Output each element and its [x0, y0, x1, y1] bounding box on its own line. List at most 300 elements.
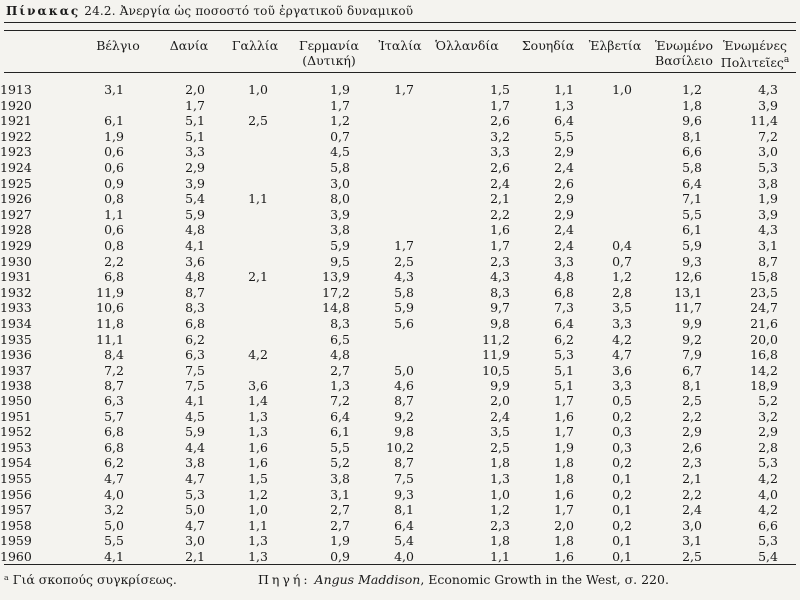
value-cell: 2,9 [185, 159, 205, 175]
value-cell: 6,7 [682, 362, 702, 378]
table-row [0, 502, 778, 518]
value-cell: 0,7 [612, 253, 632, 269]
value-cell: 2,4 [554, 237, 574, 253]
value-cell: 9,3 [394, 486, 414, 502]
value-cell: 8,7 [394, 455, 414, 471]
year-cell: 1928 [0, 222, 32, 238]
value-cell: 1,1 [104, 206, 124, 222]
value-cell: 8,1 [682, 128, 702, 144]
year-cell: 1932 [0, 284, 32, 300]
value-cell: 3,9 [330, 206, 350, 222]
value-cell: 5,2 [330, 455, 350, 471]
table-row [0, 300, 778, 316]
value-cell: 9,9 [490, 378, 510, 394]
value-cell [205, 222, 268, 238]
value-cell: 0,2 [612, 455, 632, 471]
value-cell: 3,0 [682, 517, 702, 533]
value-cell: 5,9 [185, 206, 205, 222]
value-cell: 8,1 [682, 378, 702, 394]
value-cell [205, 254, 268, 270]
value-cell: 1,7 [554, 393, 574, 408]
value-cell: 1,9 [758, 191, 778, 207]
value-cell: 11,9 [482, 347, 510, 363]
value-cell: 2,5 [490, 439, 510, 455]
value-cell: 2,7 [330, 502, 350, 518]
value-cell: 3,9 [758, 206, 778, 222]
value-cell: 5,3 [758, 455, 778, 471]
value-cell: 4,2 [758, 502, 778, 518]
value-cell: 1,6 [554, 486, 574, 502]
value-cell: 6,2 [554, 331, 574, 347]
year-cell: 1922 [0, 128, 32, 144]
value-cell: 1,3 [248, 408, 268, 424]
year-cell: 1931 [0, 269, 32, 285]
value-cell: 3,5 [490, 424, 510, 440]
value-cell [350, 113, 414, 129]
value-cell: 0,6 [104, 144, 124, 160]
value-cell: 1,2 [248, 486, 268, 502]
value-cell: 1,6 [490, 222, 510, 238]
value-cell: 0,3 [612, 439, 632, 455]
value-cell: 8,7 [104, 378, 124, 394]
value-cell: 3,9 [185, 175, 205, 191]
value-cell: 18,9 [750, 378, 778, 394]
column-header-line2: Πολιτεῖες [720, 55, 784, 71]
value-cell: 4,8 [330, 347, 350, 363]
column-header-line1: Δανία [169, 38, 209, 53]
value-cell: 2,3 [682, 455, 702, 471]
value-cell: 8,7 [758, 253, 778, 269]
table-caption [6, 4, 413, 18]
value-cell: 16,8 [750, 347, 778, 363]
value-cell: 6,8 [104, 269, 124, 285]
value-cell: 6,1 [104, 113, 124, 129]
table-row [0, 176, 778, 192]
value-cell: 5,0 [394, 362, 414, 378]
value-cell: 17,2 [322, 284, 350, 300]
column-header-line1: Ἰταλία [378, 38, 422, 53]
table-row [0, 533, 778, 549]
value-cell: 5,1 [554, 362, 574, 378]
value-cell: 2,0 [185, 82, 205, 97]
value-cell: 10,6 [96, 300, 124, 316]
value-cell: 1,2 [682, 82, 702, 97]
value-cell: 9,3 [682, 253, 702, 269]
year-cell: 1936 [0, 347, 32, 363]
value-cell: 0,1 [612, 548, 632, 564]
value-cell: 5,3 [758, 533, 778, 549]
value-cell: 2,6 [682, 439, 702, 455]
value-cell: 9,9 [682, 315, 702, 331]
value-cell: 6,2 [104, 455, 124, 471]
value-cell: 13,1 [674, 284, 702, 300]
value-cell: 5,4 [758, 548, 778, 564]
value-cell: 0,1 [612, 502, 632, 518]
value-cell: 1,0 [490, 486, 510, 502]
value-cell: 4,7 [104, 470, 124, 486]
value-cell: 14,8 [322, 300, 350, 316]
footnote: ᵃ Γιά σκοπούς συγκρίσεως. [4, 572, 177, 587]
value-cell: 1,1 [248, 517, 268, 533]
value-cell [350, 98, 414, 114]
column-header-line1: Γερμανία [298, 38, 359, 53]
table-row [0, 82, 778, 98]
value-cell: 14,2 [750, 362, 778, 378]
value-cell: 7,3 [554, 300, 574, 316]
value-cell: 1,8 [554, 455, 574, 471]
source-rest: , Economic Growth in the West, σ. 220. [420, 572, 669, 587]
value-cell: 4,8 [185, 269, 205, 285]
year-cell: 1933 [0, 300, 32, 316]
value-cell: 1,3 [554, 97, 574, 113]
value-cell: 2,8 [612, 284, 632, 300]
value-cell [350, 191, 414, 207]
value-cell: 3,9 [758, 97, 778, 113]
table-row [0, 332, 778, 348]
value-cell [205, 300, 268, 316]
value-cell: 2,9 [682, 424, 702, 440]
value-cell: 1,8 [554, 470, 574, 486]
value-cell [574, 129, 632, 145]
value-cell [350, 332, 414, 348]
value-cell: 2,9 [758, 424, 778, 440]
year-cell: 1956 [0, 486, 32, 502]
value-cell: 1,6 [554, 548, 574, 564]
value-cell: 6,1 [682, 222, 702, 238]
column-header-line2: (Δυτική) [302, 53, 356, 68]
value-cell: 0,1 [612, 533, 632, 549]
table-row [0, 222, 778, 238]
value-cell: 3,1 [104, 82, 124, 97]
value-cell: 8,7 [394, 393, 414, 408]
column-header-line1: Ὁλλανδία [435, 38, 499, 53]
value-cell [574, 222, 632, 238]
value-cell: 4,0 [758, 486, 778, 502]
value-cell: 1,6 [248, 439, 268, 455]
value-cell: 5,8 [394, 284, 414, 300]
year-cell: 1934 [0, 315, 32, 331]
year-cell: 1950 [0, 393, 32, 408]
year-cell: 1913 [0, 82, 32, 97]
value-cell: 2,2 [682, 486, 702, 502]
value-cell [350, 207, 414, 223]
value-cell: 1,0 [612, 82, 632, 97]
table-row [0, 144, 778, 160]
value-cell: 2,2 [490, 206, 510, 222]
value-cell: 9,8 [490, 315, 510, 331]
value-cell: 2,4 [490, 408, 510, 424]
value-cell: 3,8 [330, 222, 350, 238]
value-cell: 5,8 [682, 159, 702, 175]
value-cell [205, 207, 268, 223]
column-header-line1: Βέλγιο [96, 38, 140, 53]
column-header-line1: Ἑνωμένο [654, 38, 714, 53]
value-cell: 1,2 [330, 113, 350, 129]
value-cell: 1,1 [248, 191, 268, 207]
value-cell: 1,7 [330, 97, 350, 113]
value-cell: 1,6 [248, 455, 268, 471]
value-cell: 6,4 [554, 315, 574, 331]
table-row [0, 487, 778, 503]
value-cell: 5,5 [554, 128, 574, 144]
value-cell: 0,6 [104, 159, 124, 175]
value-cell: 6,4 [554, 113, 574, 129]
value-cell: 11,9 [96, 284, 124, 300]
value-cell [205, 238, 268, 254]
value-cell: 5,9 [330, 237, 350, 253]
value-cell: 5,5 [330, 439, 350, 455]
value-cell: 9,2 [682, 331, 702, 347]
year-cell: 1935 [0, 331, 32, 347]
value-cell: 9,5 [330, 253, 350, 269]
table-row [0, 160, 778, 176]
table-caption-label: Πίνακας [6, 4, 81, 18]
value-cell: 3,3 [612, 315, 632, 331]
value-cell: 6,4 [394, 517, 414, 533]
value-cell: 6,4 [330, 408, 350, 424]
value-cell: 1,3 [330, 378, 350, 394]
value-cell: 12,6 [674, 269, 702, 285]
value-cell: 5,7 [104, 408, 124, 424]
value-cell: 3,2 [758, 408, 778, 424]
value-cell: 3,3 [490, 144, 510, 160]
value-cell: 20,0 [750, 331, 778, 347]
value-cell: 4,0 [394, 548, 414, 564]
value-cell: 8,4 [104, 347, 124, 363]
value-cell: 2,6 [554, 175, 574, 191]
value-cell: 3,2 [104, 502, 124, 518]
value-cell: 1,3 [248, 424, 268, 440]
value-cell [350, 160, 414, 176]
value-cell: 0,2 [612, 408, 632, 424]
value-cell: 4,7 [185, 517, 205, 533]
value-cell: 21,6 [750, 315, 778, 331]
value-cell: 6,3 [185, 347, 205, 363]
value-cell [350, 347, 414, 363]
value-cell: 23,5 [750, 284, 778, 300]
value-cell: 0,9 [330, 548, 350, 564]
value-cell [574, 98, 632, 114]
value-cell: 4,0 [104, 486, 124, 502]
value-cell: 5,0 [185, 502, 205, 518]
value-cell: 1,0 [248, 502, 268, 518]
value-cell: 5,4 [185, 191, 205, 207]
value-cell: 8,3 [490, 284, 510, 300]
value-cell: 2,0 [554, 517, 574, 533]
table-row [0, 98, 778, 114]
value-cell: 3,8 [330, 470, 350, 486]
value-cell: 1,8 [682, 97, 702, 113]
table-row [0, 238, 778, 254]
table-row [0, 254, 778, 270]
value-cell: 2,3 [490, 517, 510, 533]
value-cell [574, 176, 632, 192]
value-cell: 5,1 [185, 113, 205, 129]
value-cell: 9,6 [682, 113, 702, 129]
year-cell: 1929 [0, 237, 32, 253]
value-cell: 5,9 [682, 237, 702, 253]
value-cell: 2,4 [554, 159, 574, 175]
table-row [0, 393, 778, 409]
value-cell: 7,2 [758, 128, 778, 144]
value-cell [350, 222, 414, 238]
value-cell: 4,3 [490, 269, 510, 285]
year-cell: 1953 [0, 439, 32, 455]
header-rule [4, 72, 796, 73]
value-cell: 6,8 [104, 439, 124, 455]
table-row [0, 363, 778, 379]
year-cell: 1957 [0, 502, 32, 518]
value-cell: 3,6 [248, 378, 268, 394]
value-cell: 2,4 [490, 175, 510, 191]
value-cell: 7,2 [330, 393, 350, 408]
column-header-line1: Ἑνωμένες [723, 38, 787, 53]
value-cell: 5,2 [758, 393, 778, 408]
value-cell: 2,9 [554, 206, 574, 222]
value-cell: 9,8 [394, 424, 414, 440]
data-table-postwar [0, 393, 778, 565]
value-cell: 1,5 [248, 470, 268, 486]
year-cell: 1926 [0, 191, 32, 207]
value-cell: 0,9 [104, 175, 124, 191]
value-cell: 5,4 [394, 533, 414, 549]
year-cell: 1923 [0, 144, 32, 160]
value-cell: 2,9 [554, 191, 574, 207]
value-cell: 8,7 [185, 284, 205, 300]
value-cell: 6,6 [682, 144, 702, 160]
value-cell: 5,5 [104, 533, 124, 549]
value-cell: 11,1 [96, 331, 124, 347]
value-cell: 7,2 [104, 362, 124, 378]
value-cell: 5,1 [185, 128, 205, 144]
value-cell: 3,0 [758, 144, 778, 160]
value-cell [205, 160, 268, 176]
value-cell: 7,5 [185, 362, 205, 378]
value-cell: 6,3 [104, 393, 124, 408]
value-cell [574, 113, 632, 129]
value-cell: 6,6 [758, 517, 778, 533]
value-cell: 0,2 [612, 486, 632, 502]
column-header [705, 38, 800, 70]
value-cell [205, 285, 268, 301]
value-cell: 1,7 [490, 97, 510, 113]
value-cell [205, 316, 268, 332]
value-cell: 9,2 [394, 408, 414, 424]
value-cell: 1,2 [490, 502, 510, 518]
value-cell: 3,2 [490, 128, 510, 144]
value-cell: 4,5 [330, 144, 350, 160]
year-cell: 1924 [0, 159, 32, 175]
value-cell [350, 176, 414, 192]
value-cell [62, 98, 124, 114]
top-rule [4, 22, 796, 23]
value-cell: 1,8 [554, 533, 574, 549]
table-row [0, 455, 778, 471]
value-cell: 0,2 [612, 517, 632, 533]
table-row [0, 207, 778, 223]
value-cell: 6,8 [185, 315, 205, 331]
value-cell: 2,7 [330, 362, 350, 378]
value-cell: 2,9 [554, 144, 574, 160]
year-cell: 1952 [0, 424, 32, 440]
value-cell: 3,8 [758, 175, 778, 191]
value-cell: 0,8 [104, 191, 124, 207]
source-author: Angus Maddison [314, 572, 421, 587]
value-cell: 1,3 [490, 470, 510, 486]
value-cell: 11,2 [482, 331, 510, 347]
value-cell: 1,1 [490, 548, 510, 564]
value-cell: 4,2 [248, 347, 268, 363]
value-cell: 0,3 [612, 424, 632, 440]
year-cell: 1955 [0, 470, 32, 486]
value-cell: 4,1 [185, 237, 205, 253]
value-cell: 3,3 [554, 253, 574, 269]
value-cell: 2,1 [490, 191, 510, 207]
value-cell: 13,9 [322, 269, 350, 285]
bottom-rule [4, 564, 796, 565]
year-cell: 1954 [0, 455, 32, 471]
column-header-line2: Βασίλειο [655, 53, 713, 68]
value-cell: 4,8 [554, 269, 574, 285]
value-cell: 7,5 [185, 378, 205, 394]
value-cell: 3,1 [758, 237, 778, 253]
value-cell: 10,2 [386, 439, 414, 455]
value-cell: 3,6 [612, 362, 632, 378]
value-cell: 1,7 [490, 237, 510, 253]
value-cell: 2,1 [185, 548, 205, 564]
value-cell: 5,6 [394, 315, 414, 331]
value-cell: 1,9 [330, 82, 350, 97]
value-cell: 3,3 [185, 144, 205, 160]
value-cell [574, 207, 632, 223]
table-row [0, 269, 778, 285]
value-cell: 0,7 [330, 128, 350, 144]
value-cell: 3,1 [330, 486, 350, 502]
year-cell: 1920 [0, 97, 32, 113]
value-cell: 2,5 [394, 253, 414, 269]
year-cell: 1938 [0, 378, 32, 394]
value-cell: 2,5 [248, 113, 268, 129]
value-cell: 6,5 [330, 331, 350, 347]
value-cell: 4,1 [104, 548, 124, 564]
value-cell: 1,0 [248, 82, 268, 97]
table-row [0, 285, 778, 301]
top-rule-secondary [4, 30, 796, 31]
value-cell: 4,7 [185, 470, 205, 486]
value-cell: 2,6 [490, 159, 510, 175]
value-cell: 4,2 [612, 331, 632, 347]
value-cell: 2,6 [490, 113, 510, 129]
value-cell: 8,3 [185, 300, 205, 316]
value-cell: 7,1 [682, 191, 702, 207]
value-cell: 4,6 [394, 378, 414, 394]
table-row [0, 316, 778, 332]
table-row [0, 549, 778, 565]
value-cell: 11,4 [750, 113, 778, 129]
value-cell: 6,4 [682, 175, 702, 191]
year-cell: 1951 [0, 408, 32, 424]
value-cell: 1,7 [554, 424, 574, 440]
value-cell: 1,3 [248, 533, 268, 549]
value-cell: 1,5 [490, 82, 510, 97]
value-cell: 4,8 [185, 222, 205, 238]
value-cell: 3,3 [612, 378, 632, 394]
table-row [0, 409, 778, 425]
table-row [0, 378, 778, 394]
value-cell: 1,8 [490, 455, 510, 471]
table-row [0, 129, 778, 145]
value-cell: 0,5 [612, 393, 632, 408]
